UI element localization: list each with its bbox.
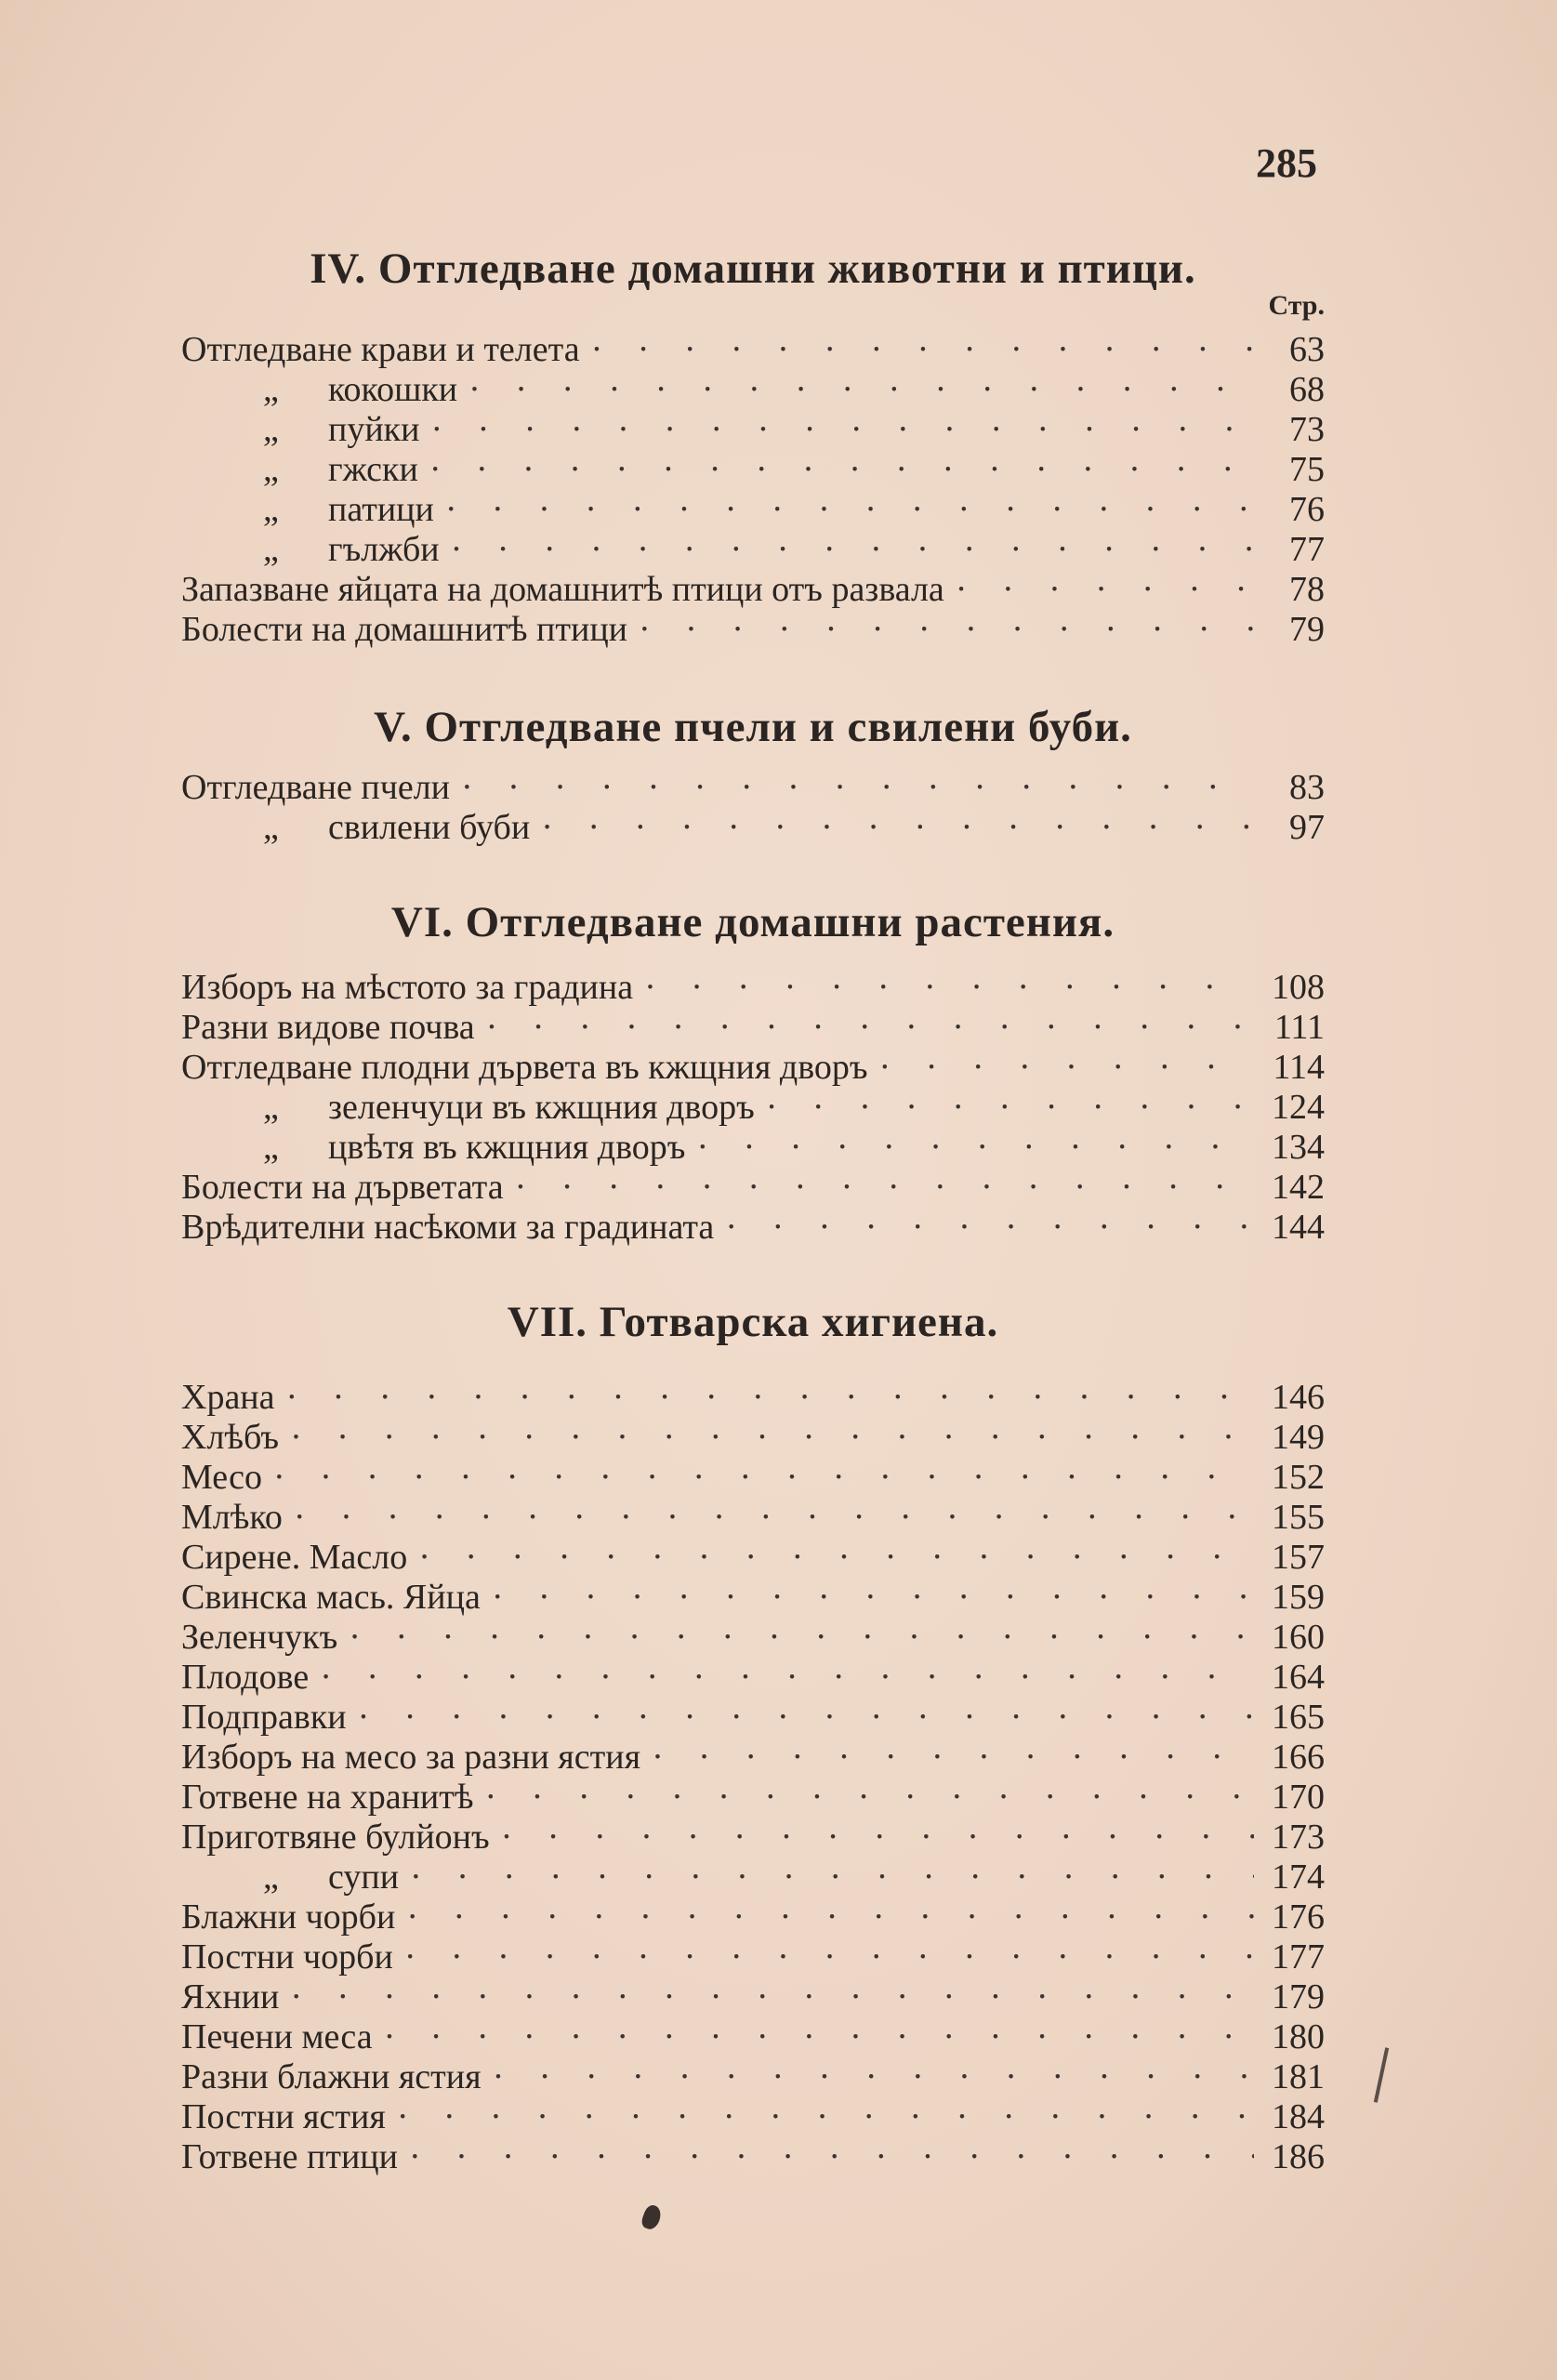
entry-page: 160 bbox=[1272, 1618, 1325, 1657]
dot-leader bbox=[492, 1578, 1254, 1618]
entry-page: 165 bbox=[1272, 1698, 1325, 1737]
ink-blot-mark bbox=[640, 2203, 664, 2232]
entry-page: 146 bbox=[1272, 1378, 1325, 1417]
entry-label: супи bbox=[328, 1858, 400, 1897]
entry-page: 157 bbox=[1272, 1538, 1325, 1577]
dot-leader bbox=[644, 968, 1254, 1008]
entry-page: 180 bbox=[1272, 2017, 1325, 2056]
dot-leader bbox=[541, 808, 1254, 848]
dot-leader bbox=[290, 1977, 1254, 2017]
section-title-vi: VI. Отгледване домашни растения. bbox=[390, 898, 1115, 946]
dot-leader bbox=[493, 2057, 1254, 2097]
toc-entry bbox=[181, 2137, 1325, 2177]
ditto-mark: „ bbox=[263, 530, 279, 569]
toc-entry bbox=[181, 1738, 1325, 1778]
entry-label: Изборъ на мѣстото за градина bbox=[181, 968, 634, 1007]
toc-entry bbox=[181, 1168, 1325, 1208]
toc-entry bbox=[181, 1858, 1325, 1897]
entry-page: 79 bbox=[1289, 610, 1325, 649]
toc-entry bbox=[181, 1378, 1325, 1418]
toc-entry bbox=[181, 2097, 1325, 2137]
ditto-mark: „ bbox=[263, 1128, 279, 1167]
toc-entry bbox=[181, 570, 1325, 610]
entry-label: Запазване яйцата на домашнитѣ птици отъ развала bbox=[181, 570, 944, 609]
entry-label: Подправки bbox=[181, 1698, 347, 1737]
entry-page: 78 bbox=[1289, 570, 1325, 609]
dot-leader bbox=[406, 1897, 1254, 1937]
section-title-v: V. Отгледване пчели и свилени буби. bbox=[374, 703, 1132, 751]
entry-page: 179 bbox=[1272, 1977, 1325, 2016]
entry-page: 181 bbox=[1272, 2057, 1325, 2096]
toc-entry bbox=[181, 968, 1325, 1008]
entry-page: 173 bbox=[1272, 1818, 1325, 1857]
toc-entry bbox=[181, 1897, 1325, 1937]
toc-entry bbox=[181, 1578, 1325, 1618]
toc-entry bbox=[181, 2017, 1325, 2057]
entry-label: патици bbox=[328, 490, 434, 529]
entry-page: 177 bbox=[1272, 1937, 1325, 1977]
entry-page: 152 bbox=[1272, 1458, 1325, 1497]
dot-leader bbox=[418, 1538, 1254, 1578]
entry-label: Болести на домашнитѣ птици bbox=[181, 610, 627, 649]
toc-entry bbox=[181, 1088, 1325, 1128]
dot-leader bbox=[397, 2097, 1254, 2137]
entry-page: 76 bbox=[1289, 490, 1325, 529]
toc-entry bbox=[181, 490, 1325, 530]
toc-entry bbox=[181, 808, 1325, 848]
toc-entry bbox=[181, 370, 1325, 410]
entry-label: гължби bbox=[328, 530, 440, 569]
entry-page: 176 bbox=[1272, 1897, 1325, 1937]
ditto-mark: „ bbox=[263, 490, 279, 529]
entry-label: Отгледване пчели bbox=[181, 768, 450, 807]
entry-label: Постни чорби bbox=[181, 1937, 393, 1977]
toc-entry bbox=[181, 1008, 1325, 1048]
ditto-mark: „ bbox=[263, 808, 279, 847]
entry-page: 142 bbox=[1272, 1168, 1325, 1207]
dot-leader bbox=[501, 1818, 1254, 1858]
toc-entry bbox=[181, 1937, 1325, 1977]
entry-page: 155 bbox=[1272, 1498, 1325, 1537]
toc-entry bbox=[181, 1818, 1325, 1858]
dot-leader bbox=[358, 1698, 1254, 1738]
toc-entry bbox=[181, 1208, 1325, 1248]
dot-leader bbox=[461, 768, 1254, 808]
entry-label: Хлѣбъ bbox=[181, 1418, 280, 1457]
entry-label: Яхнии bbox=[181, 1977, 280, 2016]
entry-label: Сирене. Масло bbox=[181, 1538, 408, 1577]
dot-leader bbox=[286, 1378, 1254, 1418]
toc-entry bbox=[181, 1498, 1325, 1538]
dot-leader bbox=[591, 330, 1254, 370]
toc-entry bbox=[181, 1048, 1325, 1088]
entry-label: Месо bbox=[181, 1458, 262, 1497]
entry-label: Изборъ на месо за разни ястия bbox=[181, 1738, 641, 1777]
entry-label: Отгледване крави и телета bbox=[181, 330, 580, 369]
entry-page: 63 bbox=[1289, 330, 1325, 369]
entry-page: 166 bbox=[1272, 1738, 1325, 1777]
entry-label: кокошки bbox=[328, 370, 458, 409]
entry-label: Печени меса bbox=[181, 2017, 373, 2056]
section-title-iv: IV. Отгледване домашни животни и птици. bbox=[310, 245, 1196, 293]
dot-leader bbox=[485, 1778, 1254, 1818]
entry-label: Зеленчукъ bbox=[181, 1618, 338, 1657]
toc-entry bbox=[181, 450, 1325, 490]
dot-leader bbox=[639, 610, 1254, 650]
toc-entry bbox=[181, 610, 1325, 650]
dot-leader bbox=[696, 1128, 1254, 1168]
entry-page: 114 bbox=[1273, 1048, 1325, 1087]
dot-leader bbox=[409, 2137, 1254, 2177]
entry-label: Млѣко bbox=[181, 1498, 283, 1537]
ditto-mark: „ bbox=[263, 370, 279, 409]
entry-page: 111 bbox=[1273, 1008, 1325, 1047]
dot-leader bbox=[515, 1168, 1254, 1208]
entry-label: Разни блажни ястия bbox=[181, 2057, 482, 2096]
toc-entry bbox=[181, 1458, 1325, 1498]
dot-leader bbox=[468, 370, 1254, 410]
entry-label: Приготвяне булйонъ bbox=[181, 1818, 490, 1857]
toc-entry bbox=[181, 1128, 1325, 1168]
dot-leader bbox=[956, 570, 1254, 610]
entry-label: зеленчуци въ кжщния дворъ bbox=[328, 1088, 755, 1127]
dot-leader bbox=[429, 450, 1254, 490]
ditto-mark: „ bbox=[263, 1088, 279, 1127]
toc-entry bbox=[181, 2057, 1325, 2097]
entry-label: Врѣдителни насѣкоми за градината bbox=[181, 1208, 715, 1247]
entry-label: Отгледване плодни дървета въ кжщния дворъ bbox=[181, 1048, 868, 1087]
dot-leader bbox=[273, 1458, 1254, 1498]
entry-label: Блажни чорби bbox=[181, 1897, 396, 1937]
entry-page: 68 bbox=[1289, 370, 1325, 409]
entry-label: Свинска мась. Яйца bbox=[181, 1578, 481, 1617]
entry-label: пуйки bbox=[328, 410, 420, 449]
ditto-mark: „ bbox=[263, 1858, 279, 1897]
entry-page: 75 bbox=[1289, 450, 1325, 489]
dot-leader bbox=[766, 1088, 1254, 1128]
entry-label: цвѣтя въ кжщния дворъ bbox=[328, 1128, 686, 1167]
toc-entry bbox=[181, 1658, 1325, 1698]
entry-page: 174 bbox=[1272, 1858, 1325, 1897]
entry-label: Готвене птици bbox=[181, 2137, 398, 2176]
dot-leader bbox=[349, 1618, 1254, 1658]
entry-page: 124 bbox=[1272, 1088, 1325, 1127]
entry-label: Разни видове почва bbox=[181, 1008, 475, 1047]
entry-page: 186 bbox=[1272, 2137, 1325, 2176]
dot-leader bbox=[486, 1008, 1254, 1048]
section-title-vii: VII. Готварска хигиена. bbox=[507, 1298, 999, 1346]
entry-page: 159 bbox=[1272, 1578, 1325, 1617]
dot-leader bbox=[294, 1498, 1254, 1538]
dot-leader bbox=[879, 1048, 1254, 1088]
toc-entry bbox=[181, 1778, 1325, 1818]
ditto-mark: „ bbox=[263, 410, 279, 449]
entry-label: Постни ястия bbox=[181, 2097, 386, 2136]
entry-label: Готвене на хранитѣ bbox=[181, 1778, 474, 1817]
entry-page: 170 bbox=[1272, 1778, 1325, 1817]
dot-leader bbox=[430, 410, 1254, 450]
entry-page: 73 bbox=[1289, 410, 1325, 449]
toc-entry bbox=[181, 330, 1325, 370]
dot-leader bbox=[451, 530, 1254, 570]
entry-page: 134 bbox=[1272, 1128, 1325, 1167]
toc-entry bbox=[181, 1698, 1325, 1738]
entry-page: 144 bbox=[1272, 1208, 1325, 1247]
toc-entry bbox=[181, 1418, 1325, 1458]
page-number: 285 bbox=[1256, 140, 1317, 186]
entry-page: 149 bbox=[1272, 1418, 1325, 1457]
entry-label: гжски bbox=[328, 450, 418, 489]
pencil-stroke-mark bbox=[1374, 2047, 1389, 2103]
entry-label: свилени буби bbox=[328, 808, 531, 847]
toc-entry bbox=[181, 1977, 1325, 2017]
entry-page: 77 bbox=[1289, 530, 1325, 569]
ditto-mark: „ bbox=[263, 450, 279, 489]
entry-label: Болести на дърветата bbox=[181, 1168, 504, 1207]
dot-leader bbox=[410, 1858, 1254, 1897]
dot-leader bbox=[404, 1937, 1254, 1977]
toc-entry bbox=[181, 1538, 1325, 1578]
entry-label: Храна bbox=[181, 1378, 275, 1417]
toc-entry bbox=[181, 410, 1325, 450]
toc-entry bbox=[181, 1618, 1325, 1658]
dot-leader bbox=[445, 490, 1254, 530]
page-column-label: Стр. bbox=[1268, 290, 1325, 321]
dot-leader bbox=[290, 1418, 1254, 1458]
entry-label: Плодове bbox=[181, 1658, 310, 1697]
toc-entry bbox=[181, 768, 1325, 808]
entry-page: 164 bbox=[1272, 1658, 1325, 1697]
entry-page: 83 bbox=[1289, 768, 1325, 807]
dot-leader bbox=[384, 2017, 1254, 2057]
dot-leader bbox=[652, 1738, 1254, 1778]
entry-page: 97 bbox=[1289, 808, 1325, 847]
entry-page: 108 bbox=[1272, 968, 1325, 1007]
dot-leader bbox=[320, 1658, 1254, 1698]
toc-entry bbox=[181, 530, 1325, 570]
dot-leader bbox=[725, 1208, 1254, 1248]
entry-page: 184 bbox=[1272, 2097, 1325, 2136]
